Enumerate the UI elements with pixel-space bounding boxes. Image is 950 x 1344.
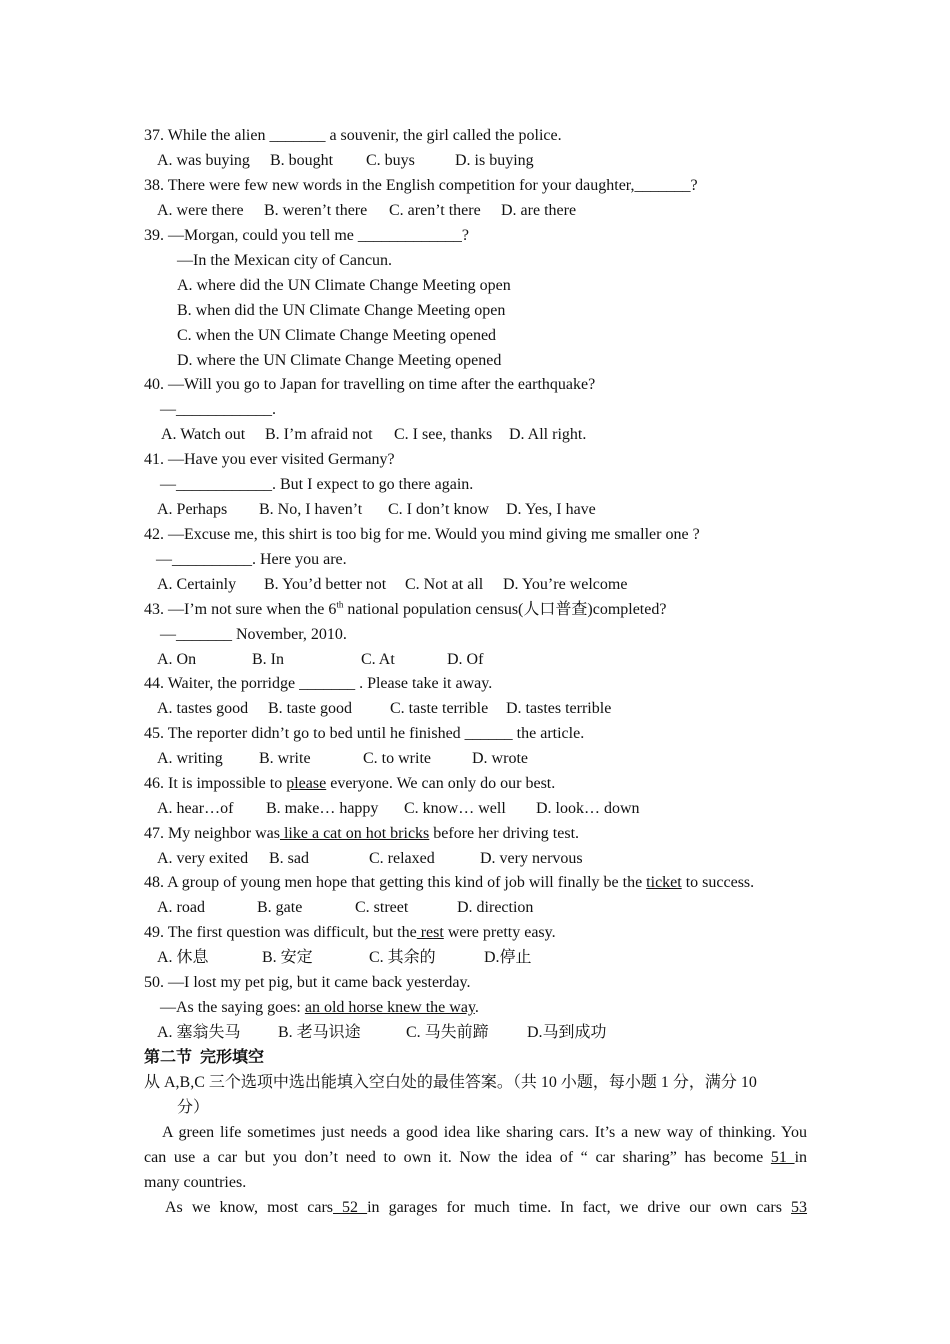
section-title: 第二节 完形填空 bbox=[144, 1049, 265, 1066]
q44-option-d: D. tastes terrible bbox=[506, 700, 612, 717]
q38-option-d: D. are there bbox=[501, 202, 577, 219]
q43-option-c: C. At bbox=[361, 651, 395, 668]
q42-reply: —__________. Here you are. bbox=[156, 551, 347, 568]
q40-option-b: B. I’m afraid not bbox=[265, 426, 373, 443]
q48-stem bbox=[144, 873, 754, 893]
blank-53: 53 bbox=[791, 1199, 808, 1216]
q47-option-a: A. very exited bbox=[157, 850, 249, 867]
q39-reply: —In the Mexican city of Cancun. bbox=[177, 252, 393, 269]
q38-option-c: C. aren’t there bbox=[389, 202, 481, 219]
passage-line-4-mid: in garages for much time. In fact, we drive our own cars bbox=[367, 1199, 792, 1216]
q37-stem: 37. While the alien _______ a souvenir, the girl called the police. bbox=[144, 127, 562, 144]
q40-option-c: C. I see, thanks bbox=[394, 426, 493, 443]
q42-option-d: D. You’re welcome bbox=[503, 576, 628, 593]
q37-option-d: D. is buying bbox=[455, 152, 534, 169]
q40-stem: 40. —Will you go to Japan for travelling on time after the earthquake? bbox=[144, 376, 596, 393]
passage-line-2 bbox=[144, 1148, 807, 1168]
q50-reply-end: . bbox=[474, 999, 479, 1016]
q45-option-d: D. wrote bbox=[472, 750, 528, 767]
q50-option-c: C. 马失前蹄 bbox=[406, 1024, 489, 1041]
q42-option-a: A. Certainly bbox=[157, 576, 237, 593]
q45-option-b: B. write bbox=[259, 750, 311, 767]
q42-option-b: B. You’d better not bbox=[264, 576, 387, 593]
q49-option-b: B. 安定 bbox=[262, 949, 313, 966]
q46-stem bbox=[144, 774, 555, 794]
q50-underlined-phrase: an old horse knew the way bbox=[304, 999, 475, 1016]
q44-stem: 44. Waiter, the porridge _______ . Please take it away. bbox=[144, 675, 493, 692]
q50-option-a: A. 塞翁失马 bbox=[157, 1024, 241, 1041]
q49-stem-text: 49. The first question was difficult, but the bbox=[144, 924, 417, 941]
q43-stem-text: 43. —I’m not sure when the 6 bbox=[144, 601, 337, 618]
q50-reply-text: —As the saying goes: bbox=[160, 999, 305, 1016]
passage-line-2-text: can use a car but you don’t need to own it. Now the idea of “ car sharing” has become bbox=[144, 1149, 771, 1166]
q49-option-c: C. 其余的 bbox=[369, 949, 436, 966]
q47-stem bbox=[144, 824, 579, 844]
q43-option-d: D. Of bbox=[447, 651, 484, 668]
q44-option-b: B. taste good bbox=[268, 700, 352, 717]
q41-stem: 41. —Have you ever visited Germany? bbox=[144, 451, 395, 468]
q49-stem-rest: were pretty easy. bbox=[443, 924, 556, 941]
q39-option-b: B. when did the UN Climate Change Meeting open bbox=[177, 302, 506, 319]
blank-51: 51 bbox=[770, 1149, 795, 1166]
q43-stem-ordinal: th bbox=[336, 599, 344, 610]
q43-stem bbox=[144, 600, 666, 620]
section-instruction-continued: 分） bbox=[177, 1099, 210, 1116]
q39-option-d: D. where the UN Climate Change Meeting opened bbox=[177, 352, 502, 369]
q39-option-a: A. where did the UN Climate Change Meeting open bbox=[177, 277, 511, 294]
q42-option-c: C. Not at all bbox=[405, 576, 484, 593]
q40-option-d: D. All right. bbox=[509, 426, 587, 443]
q49-underlined-word: rest bbox=[416, 924, 444, 941]
passage-line-3: many countries. bbox=[144, 1174, 247, 1191]
q48-stem-text: 48. A group of young men hope that getting this kind of job will finally be the bbox=[144, 874, 647, 891]
q45-stem: 45. The reporter didn’t go to bed until he finished ______ the article. bbox=[144, 725, 585, 742]
q43-reply: —_______ November, 2010. bbox=[160, 626, 347, 643]
q38-stem: 38. There were few new words in the English competition for your daughter,_______? bbox=[144, 177, 698, 194]
q37-option-b: B. bought bbox=[270, 152, 334, 169]
q38-option-b: B. weren’t there bbox=[264, 202, 368, 219]
q46-stem-text: 46. It is impossible to bbox=[144, 775, 287, 792]
q49-stem bbox=[144, 923, 556, 943]
q40-reply: —____________. bbox=[160, 401, 276, 418]
q43-stem-rest: national population census(人口普查)completed? bbox=[343, 601, 667, 618]
q49-option-d: D.停止 bbox=[484, 949, 532, 966]
q40-option-a: A. Watch out bbox=[161, 426, 246, 443]
q44-option-a: A. tastes good bbox=[157, 700, 249, 717]
q48-option-c: C. street bbox=[355, 899, 409, 916]
passage-line-4 bbox=[144, 1198, 807, 1218]
q46-stem-rest: everyone. We can only do our best. bbox=[326, 775, 556, 792]
q48-option-b: B. gate bbox=[257, 899, 303, 916]
passage-line-1: A green life sometimes just needs a good idea like sharing cars. It’s a new way of thinking. You bbox=[162, 1124, 807, 1141]
q45-option-c: C. to write bbox=[363, 750, 431, 767]
q50-stem: 50. —I lost my pet pig, but it came back yesterday. bbox=[144, 974, 471, 991]
q44-option-c: C. taste terrible bbox=[390, 700, 489, 717]
q41-option-a: A. Perhaps bbox=[157, 501, 228, 518]
section-instruction: 从 A,B,C 三个选项中选出能填入空白处的最佳答案。（共 10 小题，每小题 1 分，满分 10 bbox=[144, 1074, 757, 1091]
q39-stem: 39. —Morgan, could you tell me _____________? bbox=[144, 227, 469, 244]
q46-underlined-word: please bbox=[286, 775, 327, 792]
q45-option-a: A. writing bbox=[157, 750, 223, 767]
q47-option-d: D. very nervous bbox=[480, 850, 583, 867]
q48-option-d: D. direction bbox=[457, 899, 534, 916]
q50-reply bbox=[160, 998, 479, 1018]
passage-line-4-text: As we know, most cars bbox=[165, 1199, 333, 1216]
q47-stem-rest: before her driving test. bbox=[429, 825, 580, 842]
q41-option-d: D. Yes, I have bbox=[506, 501, 596, 518]
q37-option-a: A. was buying bbox=[157, 152, 250, 169]
q48-stem-rest: to success. bbox=[681, 874, 755, 891]
q37-option-c: C. buys bbox=[366, 152, 415, 169]
q47-option-c: C. relaxed bbox=[369, 850, 435, 867]
q46-option-d: D. look… down bbox=[536, 800, 640, 817]
q43-option-a: A. On bbox=[157, 651, 197, 668]
passage-line-2-end: in bbox=[794, 1149, 808, 1166]
q48-option-a: A. road bbox=[157, 899, 205, 916]
q46-option-c: C. know… well bbox=[404, 800, 506, 817]
q47-option-b: B. sad bbox=[269, 850, 309, 867]
q50-option-d: D.马到成功 bbox=[527, 1024, 607, 1041]
q50-option-b: B. 老马识途 bbox=[278, 1024, 361, 1041]
q48-underlined-word: ticket bbox=[646, 874, 682, 891]
q41-option-b: B. No, I haven’t bbox=[259, 501, 363, 518]
blank-52: 52 bbox=[333, 1199, 368, 1216]
q47-underlined-phrase: like a cat on hot bricks bbox=[279, 825, 430, 842]
q42-stem: 42. —Excuse me, this shirt is too big for me. Would you mind giving me smaller one ? bbox=[144, 526, 700, 543]
q39-option-c: C. when the UN Climate Change Meeting opened bbox=[177, 327, 497, 344]
q41-reply: —____________. But I expect to go there again. bbox=[160, 476, 474, 493]
q43-option-b: B. In bbox=[252, 651, 284, 668]
q46-option-b: B. make… happy bbox=[266, 800, 379, 817]
q38-option-a: A. were there bbox=[157, 202, 244, 219]
q47-stem-text: 47. My neighbor was bbox=[144, 825, 280, 842]
q46-option-a: A. hear…of bbox=[157, 800, 234, 817]
q41-option-c: C. I don’t know bbox=[388, 501, 490, 518]
q49-option-a: A. 休息 bbox=[157, 949, 209, 966]
